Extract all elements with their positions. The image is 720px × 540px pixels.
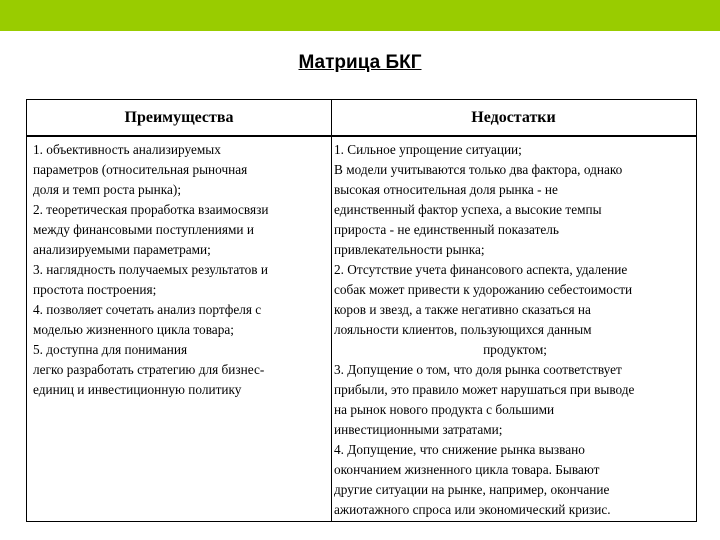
disadvantages-line: единственный фактор успеха, а высокие темпы: [334, 202, 602, 217]
advantages-cell: [33, 140, 333, 400]
disadvantages-cell: [334, 140, 696, 520]
advantages-line: 4. позволяет сочетать анализ портфеля с: [33, 302, 262, 317]
disadvantages-line: привлекательности рынка;: [334, 242, 485, 257]
disadvantages-line: другие ситуации на рынке, например, окончание: [334, 482, 610, 497]
top-accent-bar: [0, 0, 720, 31]
disadvantages-line: высокая относительная доля рынка - не: [334, 182, 558, 197]
disadvantages-line: окончанием жизненного цикла товара. Бывают: [334, 462, 600, 477]
disadvantages-line: лояльности клиентов, пользующихся данным: [334, 322, 592, 337]
disadvantages-line: 3. Допущение о том, что доля рынка соответствует: [334, 362, 622, 377]
advantages-line: моделью жизненного цикла товара;: [33, 322, 234, 337]
disadvantages-line: собак может привести к удорожанию себестоимости: [334, 282, 633, 297]
advantages-line: 2. теоретическая проработка взаимосвязи: [33, 202, 269, 217]
disadvantages-line: 2. Отсутствие учета финансового аспекта, удаление: [334, 262, 628, 277]
disadvantages-line: продуктом;: [483, 342, 547, 357]
header-advantages: Преимущества: [124, 109, 234, 126]
disadvantages-line: на рынок нового продукта с большими: [334, 402, 555, 417]
disadvantages-line: инвестиционными затратами;: [334, 422, 503, 437]
disadvantages-line: ажиотажного спроса или экономический кризис.: [334, 502, 611, 517]
advantages-line: 3. наглядность получаемых результатов и: [33, 262, 268, 277]
header-disadvantages: Недостатки: [471, 109, 556, 126]
advantages-line: между финансовыми поступлениями и: [33, 222, 254, 237]
advantages-line: единиц и инвестиционную политику: [33, 382, 242, 397]
advantages-line: доля и темп роста рынка);: [33, 182, 182, 197]
advantages-line: анализируемыми параметрами;: [33, 242, 211, 257]
advantages-line: легко разработать стратегию для бизнес-: [33, 362, 265, 377]
disadvantages-line: коров и звезд, а также негативно сказаться на: [334, 302, 591, 317]
advantages-line: 5. доступна для понимания: [33, 342, 188, 357]
table-header-row: [27, 100, 696, 137]
disadvantages-line: 1. Сильное упрощение ситуации;: [334, 142, 522, 157]
disadvantages-line: 4. Допущение, что снижение рынка вызвано: [334, 442, 585, 457]
disadvantages-line: В модели учитываются только два фактора, однако: [334, 162, 623, 177]
advantages-line: 1. объективность анализируемых: [33, 142, 221, 157]
comparison-table: [26, 99, 697, 522]
page-title: Матрица БКГ: [298, 52, 422, 73]
disadvantages-line: прибыли, это правило может нарушаться при выводе: [334, 382, 635, 397]
advantages-line: параметров (относительная рыночная: [33, 162, 248, 177]
disadvantages-line: прироста - не единственный показатель: [334, 222, 559, 237]
advantages-line: простота построения;: [33, 282, 157, 297]
